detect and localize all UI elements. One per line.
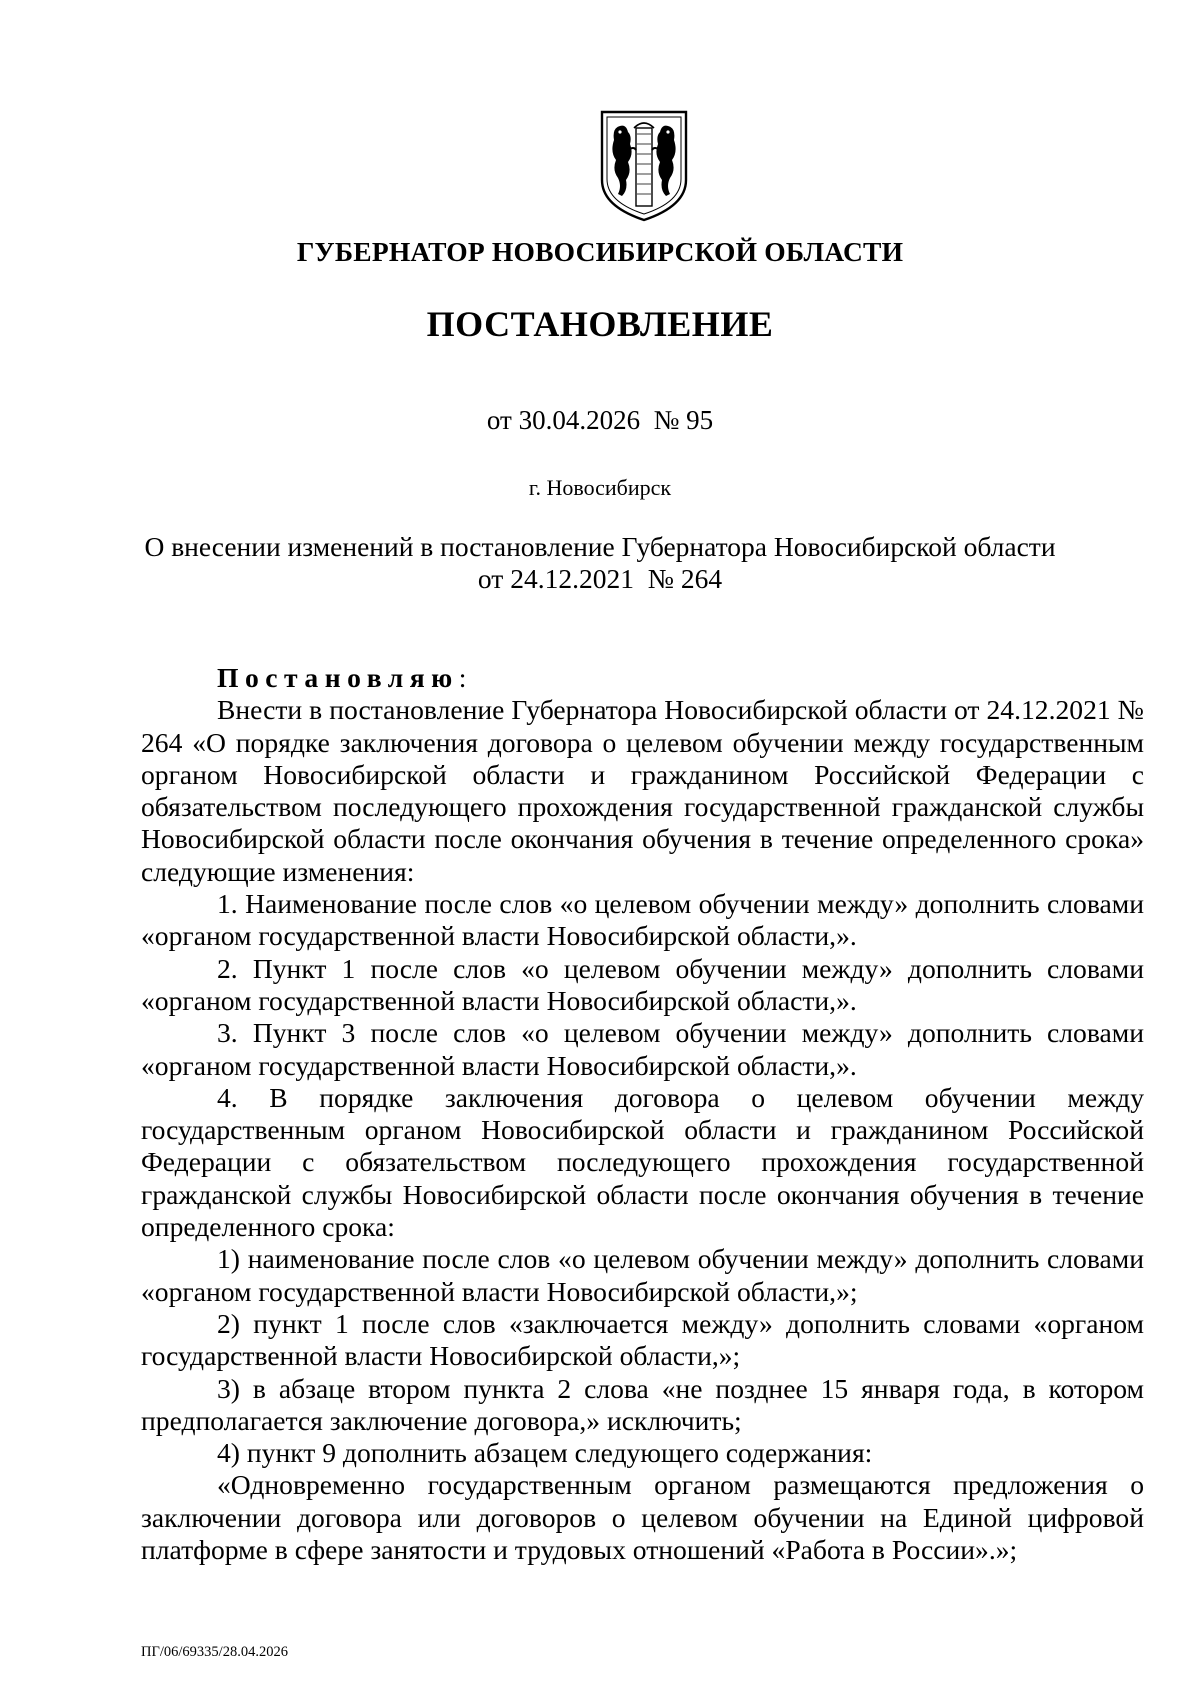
body-paragraph: Внести в постановление Губернатора Новосибирской области от 24.12.2021 № 264 «О порядке заключения договора о целевом обучении между государственным органом Новосибирской области и гражданином Российской Федерации с обязательством последующего прохождения государственной гражданской службы Новосибирской области после окончания обучения в течение определенного срока» следующие изменения: (141, 694, 1144, 887)
body-paragraph: «Одновременно государственным органом размещаются предложения о заключении договора или договоров о целевом обучении на Единой цифровой платформе в сфере занятости и трудовых отношений «Работа в России».»; (141, 1469, 1144, 1566)
resolve-line (141, 662, 1144, 694)
body-paragraph: 3. Пункт 3 после слов «о целевом обучении между» дополнить словами «органом государственной власти Новосибирской области,». (141, 1017, 1144, 1081)
body-paragraph: 2) пункт 1 после слов «заключается между» дополнить словами «органом государственной власти Новосибирской области,»; (141, 1307, 1144, 1372)
city-line: г. Новосибирск (528, 475, 672, 500)
body-paragraph: 4) пункт 9 дополнить абзацем следующего содержания: (217, 1437, 873, 1469)
body-paragraph: 2. Пункт 1 после слов «о целевом обучении между» дополнить словами «органом государственной власти Новосибирской области,». (141, 952, 1144, 1016)
document-body (141, 662, 1144, 1566)
body-paragraph: 1) наименование после слов «о целевом обучении между» дополнить словами «органом государственной власти Новосибирской области,»; (141, 1243, 1144, 1307)
issuer-title: ГУБЕРНАТОР НОВОСИБИРСКОЙ ОБЛАСТИ (296, 236, 904, 267)
body-paragraph: 4. В порядке заключения договора о целевом обучении между государственным органом Новосибирской области и гражданином Российской Федерации с обязательством последующего прохождения государственной гражданской службы Новосибирской области после окончания обучения в течение определенного срока: (141, 1081, 1144, 1243)
subject-line-2: от 24.12.2021 № 264 (477, 563, 723, 594)
date-and-number: от 30.04.2026 № 95 (486, 405, 714, 435)
body-paragraph: 3) в абзаце втором пункта 2 слова «не позднее 15 января года, в котором предполагается заключение договора,» исключить; (141, 1372, 1144, 1436)
body-paragraph: 1. Наименование после слов «о целевом обучении между» дополнить словами «органом государственной власти Новосибирской области,». (141, 888, 1144, 952)
subject-heading (0, 531, 1200, 595)
subject-line-1: О внесении изменений в постановление Губернатора Новосибирской области (144, 531, 1056, 562)
coat-of-arms-emblem (598, 110, 690, 222)
resolve-word: Постановляю (217, 662, 459, 693)
registration-code: ПГ/06/69335/28.04.2026 (141, 1644, 288, 1660)
document-type-heading: ПОСТАНОВЛЕНИЕ (426, 304, 774, 344)
resolve-colon: : (458, 662, 467, 693)
